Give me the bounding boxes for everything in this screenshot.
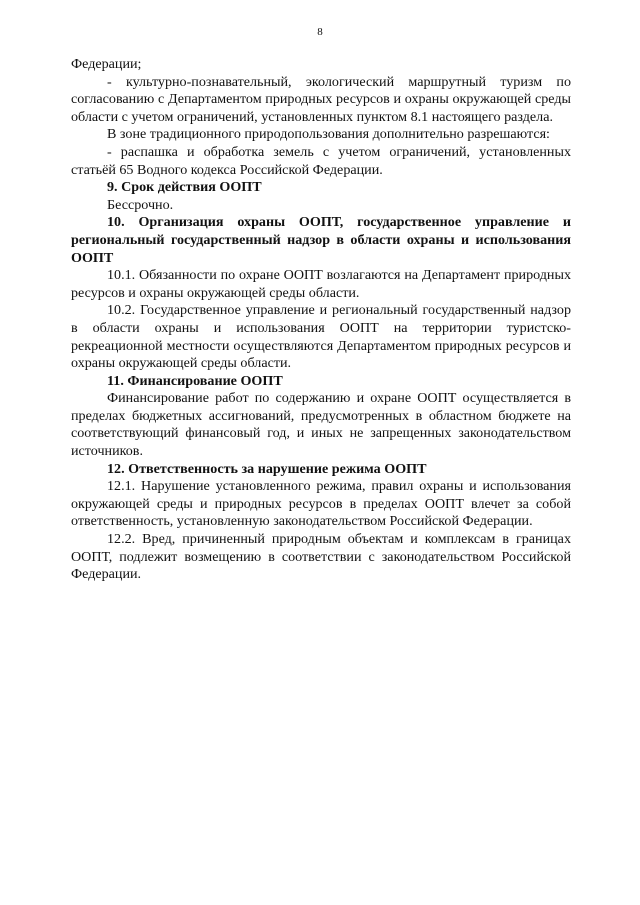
section-heading-9: 9. Срок действия ООПТ xyxy=(107,179,262,196)
paragraph-12-2: 12.2. Вред, причиненный природным объектам и комплексам в границах ООПТ, подлежит возмещению в соответствии с законодательством Российской Федерации. xyxy=(71,531,571,583)
paragraph-financing: Финансирование работ по содержанию и охране ООПТ осуществляется в пределах бюджетных ассигнований, предусмотренных в областном бюджете на соответствующий финансовый год, и иных не запрещенных законодательством источников. xyxy=(71,390,571,460)
section-heading-10: 10. Организация охраны ООПТ, государственное управление и региональный государственный надзор в области охраны и использования ООПТ xyxy=(71,214,571,266)
page-number: 8 xyxy=(317,26,323,38)
paragraph-traditional-zone: В зоне традиционного природопользования дополнительно разрешаются: xyxy=(107,126,550,143)
paragraph-tourism-item: - культурно-познавательный, экологический маршрутный туризм по согласованию с Департаментом природных ресурсов и охраны окружающей среды области с учетом ограничений, установленных пунктом 8.1 настоящего раздела. xyxy=(71,73,571,125)
paragraph-10-1: 10.1. Обязанности по охране ООПТ возлагаются на Департамент природных ресурсов и охраны окружающей среды области. xyxy=(71,267,571,301)
section-heading-11: 11. Финансирование ООПТ xyxy=(107,372,283,389)
paragraph-ploughing-item: - распашка и обработка земель с учетом ограничений, установленных статьёй 65 Водного кодекса Российской Федерации. xyxy=(71,143,571,178)
paragraph-10-2: 10.2. Государственное управление и региональный государственный надзор в области охраны и использования ООПТ на территории туристско-рекреационной местности осуществляются Департаментом природных ресурсов и охраны окружающей среды области. xyxy=(71,302,571,372)
paragraph-continuation: Федерации; xyxy=(71,56,142,72)
section-heading-12: 12. Ответственность за нарушение режима ООПТ xyxy=(107,460,427,477)
document-body xyxy=(71,56,571,584)
paragraph-12-1: 12.1. Нарушение установленного режима, правил охраны и использования окружающей среды и природных ресурсов в пределах ООПТ влечет за собой ответственность, установленную законодательством Российской Федерации. xyxy=(71,478,571,530)
paragraph-term: Бессрочно. xyxy=(107,196,174,213)
